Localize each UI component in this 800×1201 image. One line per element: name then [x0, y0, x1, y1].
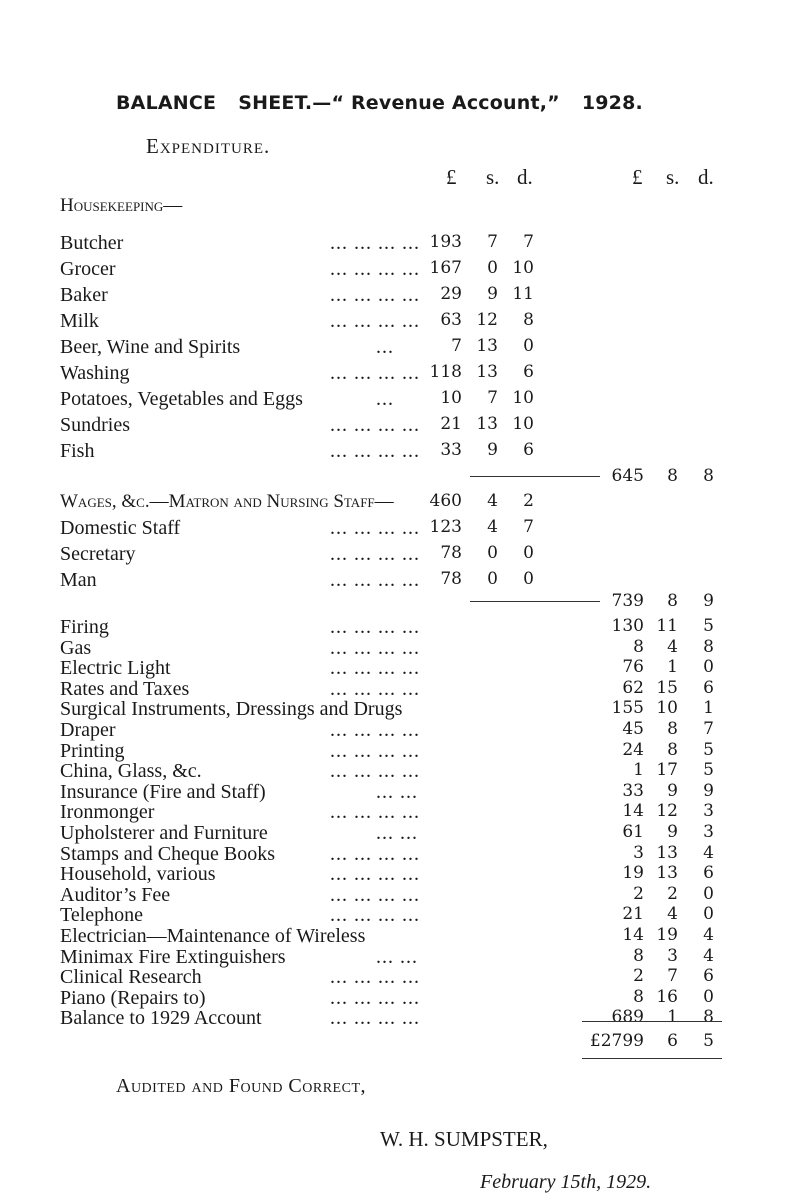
pence: 6 — [523, 440, 534, 460]
header-shillings-2: s. — [666, 165, 680, 189]
grand-total — [0, 1031, 800, 1057]
pence: 3 — [703, 801, 714, 822]
total-rule-bottom — [582, 1058, 722, 1059]
item-label: Sundries — [60, 414, 130, 436]
housekeeping-row — [0, 440, 800, 466]
shillings: 8 — [667, 739, 678, 760]
pence: 6 — [703, 677, 714, 698]
shillings: 0 — [487, 569, 498, 589]
leader-dots: ... ... ... ... — [330, 739, 420, 762]
leader-dots: ... ... ... ... — [330, 616, 420, 638]
pounds: 33 — [440, 440, 462, 460]
leader-dots: ... ... ... ... — [330, 310, 420, 332]
leader-dots: ... ... ... ... — [330, 657, 420, 680]
leader-dots: ... ... ... ... — [330, 986, 420, 1009]
pence: 7 — [703, 719, 714, 739]
pounds: 130 — [611, 616, 644, 636]
shillings: 3 — [667, 945, 678, 966]
shillings: 19 — [656, 925, 678, 945]
total-shillings: 6 — [667, 1031, 678, 1051]
audit-date: February 15th, 1929. — [480, 1171, 652, 1193]
item-label: Insurance (Fire and Staff) — [60, 780, 266, 803]
housekeeping-subtotal — [0, 466, 800, 492]
pence: 2 — [523, 491, 534, 511]
header-shillings-1: s. — [486, 165, 500, 189]
item-label: Piano (Repairs to) — [60, 986, 206, 1009]
pence: 10 — [512, 414, 534, 434]
header-pounds-1: £ — [446, 165, 457, 189]
housekeeping-row — [0, 336, 800, 362]
leader-dots: ... ... ... ... — [330, 883, 420, 906]
shillings: 4 — [667, 904, 678, 925]
pence: 5 — [703, 739, 714, 760]
item-label: Stamps and Cheque Books — [60, 842, 275, 865]
shillings: 12 — [476, 310, 498, 330]
pence: 5 — [703, 760, 714, 781]
item-label: Man — [60, 569, 97, 591]
pounds: 45 — [622, 719, 644, 739]
housekeeping-row — [0, 414, 800, 440]
shillings: 7 — [667, 966, 678, 987]
item-label: Minimax Fire Extinguishers — [60, 945, 286, 968]
leader-dots: ... ... ... ... — [330, 284, 420, 306]
shillings: 10 — [656, 698, 678, 719]
item-label: Rates and Taxes — [60, 677, 190, 700]
item-label: Domestic Staff — [60, 517, 181, 539]
item-label: China, Glass, &c. — [60, 760, 202, 783]
pence: 4 — [703, 842, 714, 863]
leader-dots: ... — [376, 336, 394, 358]
leader-dots: ... ... ... ... — [330, 569, 420, 591]
pounds: 3 — [633, 842, 644, 863]
pence: 6 — [523, 362, 534, 382]
pounds: 645 — [611, 466, 644, 486]
shillings: 4 — [487, 517, 498, 537]
shillings: 8 — [667, 719, 678, 739]
item-label: Firing — [60, 616, 109, 638]
pence: 0 — [523, 543, 534, 563]
leader-dots: ... — [376, 388, 394, 410]
leader-dots: ... ... ... ... — [330, 440, 420, 462]
shillings: 13 — [476, 362, 498, 382]
item-label: Beer, Wine and Spirits — [60, 336, 241, 358]
item-label: Gas — [60, 636, 92, 659]
pounds: 689 — [611, 1007, 644, 1028]
item-label: Secretary — [60, 543, 136, 565]
total-pounds: £2799 — [589, 1031, 644, 1051]
pounds: 78 — [440, 569, 462, 589]
pence: 6 — [703, 863, 714, 884]
wages-subtotal — [0, 591, 800, 617]
pounds: 76 — [622, 657, 644, 678]
pence: 8 — [523, 310, 534, 330]
pounds: 21 — [440, 414, 462, 434]
pounds: 460 — [429, 491, 462, 511]
pounds: 2 — [633, 966, 644, 987]
item-label: Ironmonger — [60, 801, 155, 824]
pence: 8 — [703, 466, 714, 486]
shillings: 12 — [656, 801, 678, 822]
shillings: 7 — [487, 232, 498, 252]
pounds: 78 — [440, 543, 462, 563]
pence: 0 — [703, 883, 714, 904]
pounds: 123 — [429, 517, 462, 537]
housekeeping-row — [0, 310, 800, 336]
pounds: 61 — [622, 822, 644, 842]
shillings: 2 — [667, 883, 678, 904]
item-label: Telephone — [60, 904, 144, 927]
header-pence-2: d. — [698, 165, 714, 189]
housekeeping-row — [0, 388, 800, 414]
pounds: 7 — [451, 336, 462, 356]
pounds: 193 — [429, 232, 462, 252]
pence: 0 — [523, 336, 534, 356]
pounds: 118 — [429, 362, 462, 382]
shillings: 0 — [487, 258, 498, 278]
shillings: 1 — [667, 657, 678, 678]
item-label: Electric Light — [60, 657, 171, 680]
item-label: Clinical Research — [60, 966, 202, 989]
item-label: Electrician—Maintenance of Wireless — [60, 925, 366, 947]
header-pence-1: d. — [517, 165, 533, 189]
subtitle: Expenditure. — [146, 134, 271, 158]
header-pounds-2: £ — [632, 165, 643, 189]
shillings: 15 — [656, 677, 678, 698]
pence: 6 — [703, 966, 714, 987]
pounds: 24 — [622, 739, 644, 760]
leader-dots: ... ... ... ... — [330, 517, 420, 539]
pounds: 2 — [633, 883, 644, 904]
item-label: Grocer — [60, 258, 116, 280]
leader-dots: ... ... ... ... — [330, 904, 420, 927]
shillings: 13 — [656, 842, 678, 863]
pence: 9 — [703, 780, 714, 801]
leader-dots: ... ... ... ... — [330, 414, 420, 436]
shillings: 9 — [667, 822, 678, 842]
pence: 8 — [703, 1007, 714, 1028]
item-label: Butcher — [60, 232, 124, 254]
pence: 4 — [703, 945, 714, 966]
housekeeping-row — [0, 232, 800, 258]
item-label: Milk — [60, 310, 99, 332]
leader-dots: ... ... ... ... — [330, 760, 420, 783]
leader-dots: ... ... ... ... — [330, 719, 420, 741]
leader-dots: ... ... ... ... — [330, 677, 420, 700]
housekeeping-row — [0, 258, 800, 284]
item-label: Printing — [60, 739, 125, 762]
pounds: 62 — [622, 677, 644, 698]
title-part1: BALANCE — [116, 92, 217, 114]
leader-dots: ... ... ... ... — [330, 258, 420, 280]
shillings: 9 — [487, 284, 498, 304]
wages-row — [0, 543, 800, 569]
item-label: Auditor’s Fee — [60, 883, 171, 906]
shillings: 4 — [667, 636, 678, 657]
shillings: 17 — [656, 760, 678, 781]
shillings: 11 — [656, 616, 678, 636]
total-rule-top — [582, 1021, 722, 1022]
shillings: 13 — [476, 336, 498, 356]
pounds: 167 — [429, 258, 462, 278]
shillings: 9 — [487, 440, 498, 460]
audit-statement: Audited and Found Correct, — [116, 1075, 367, 1097]
shillings: 4 — [487, 491, 498, 511]
leader-dots: ... ... — [376, 780, 418, 803]
wages-row — [0, 517, 800, 543]
item-label: Potatoes, Vegetables and Eggs — [60, 388, 303, 410]
pounds: 29 — [440, 284, 462, 304]
title-year: 1928. — [581, 92, 643, 114]
item-label: Wages, &c.—Matron and Nursing Staff— — [60, 491, 394, 512]
pence: 5 — [703, 616, 714, 636]
leader-dots: ... ... ... ... — [330, 966, 420, 989]
leader-dots: ... ... — [376, 822, 418, 844]
item-label: Surgical Instruments, Dressings and Drugs — [60, 698, 403, 721]
shillings: 13 — [476, 414, 498, 434]
housekeeping-row — [0, 284, 800, 310]
pence: 10 — [512, 388, 534, 408]
auditor-signature: W. H. SUMPSTER, — [380, 1127, 548, 1151]
pence: 1 — [703, 698, 714, 719]
pounds: 21 — [622, 904, 644, 925]
pounds: 14 — [622, 801, 644, 822]
pence: 3 — [703, 822, 714, 842]
leader-dots: ... ... ... ... — [330, 801, 420, 824]
pounds: 14 — [622, 925, 644, 945]
shillings: 7 — [487, 388, 498, 408]
pence: 10 — [512, 258, 534, 278]
title-part2: SHEET.—“ Revenue Account,” — [238, 92, 560, 114]
housekeeping-row — [0, 362, 800, 388]
total-pence: 5 — [703, 1031, 714, 1051]
shillings: 13 — [656, 863, 678, 884]
leader-dots: ... ... ... ... — [330, 636, 420, 659]
pence: 0 — [523, 569, 534, 589]
pounds: 155 — [611, 698, 644, 719]
pence: 9 — [703, 591, 714, 611]
pounds: 1 — [633, 760, 644, 781]
pounds: 10 — [440, 388, 462, 408]
item-label: Balance to 1929 Account — [60, 1007, 262, 1030]
pounds: 63 — [440, 310, 462, 330]
pence: 7 — [523, 232, 534, 252]
pence: 0 — [703, 904, 714, 925]
item-label: Upholsterer and Furniture — [60, 822, 268, 844]
leader-dots: ... ... — [376, 945, 418, 968]
leader-dots: ... ... ... ... — [330, 863, 420, 886]
item-label: Fish — [60, 440, 95, 462]
leader-dots: ... ... ... ... — [330, 543, 420, 565]
pounds: 8 — [633, 945, 644, 966]
shillings: 16 — [656, 986, 678, 1007]
pence: 0 — [703, 986, 714, 1007]
pence: 11 — [512, 284, 534, 304]
housekeeping-title: Housekeeping— — [60, 195, 183, 216]
shillings: 9 — [667, 780, 678, 801]
item-label: Washing — [60, 362, 130, 384]
shillings: 1 — [667, 1007, 678, 1028]
pence: 0 — [703, 657, 714, 678]
pounds: 19 — [622, 863, 644, 884]
pence: 8 — [703, 636, 714, 657]
leader-dots: ... ... ... ... — [330, 232, 420, 254]
pounds: 739 — [611, 591, 644, 611]
pence: 4 — [703, 925, 714, 945]
pounds: 8 — [633, 986, 644, 1007]
shillings: 8 — [667, 591, 678, 611]
pounds: 8 — [633, 636, 644, 657]
item-label: Baker — [60, 284, 108, 306]
leader-dots: ... ... ... ... — [330, 1007, 420, 1030]
leader-dots: ... ... ... ... — [330, 842, 420, 865]
item-label: Draper — [60, 719, 116, 741]
shillings: 0 — [487, 543, 498, 563]
leader-dots: ... ... ... ... — [330, 362, 420, 384]
pounds: 33 — [622, 780, 644, 801]
page-title — [116, 92, 643, 114]
wages-row — [0, 491, 800, 517]
pence: 7 — [523, 517, 534, 537]
item-label: Household, various — [60, 863, 216, 886]
shillings: 8 — [667, 466, 678, 486]
